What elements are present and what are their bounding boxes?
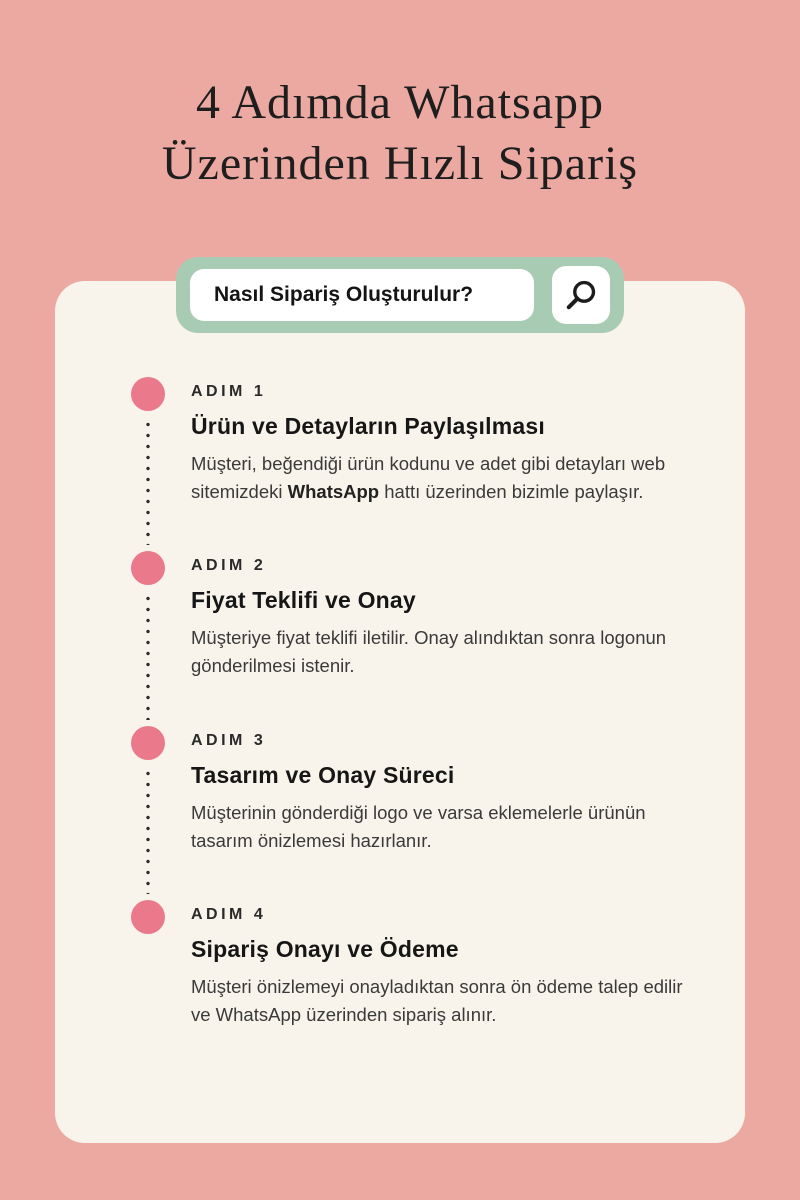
step-marker-dot <box>131 377 165 411</box>
step-label: ADIM 1 <box>191 382 267 400</box>
step-body <box>191 624 701 680</box>
step-body-text: Müşterinin gönderdiği logo ve varsa eklemelerle ürünün tasarım önizlemesi hazırlanır. <box>191 801 646 851</box>
steps-panel <box>55 281 745 1143</box>
step-item-1 <box>131 377 705 552</box>
timeline-column <box>131 726 165 901</box>
step-body <box>191 799 701 855</box>
page-title-line2: Üzerinden Hızlı Sipariş <box>161 137 639 191</box>
search-input[interactable] <box>190 269 534 321</box>
search-bar[interactable] <box>176 257 624 333</box>
step-body-text-after: hattı üzerinden bizimle paylaşır. <box>379 480 644 502</box>
page-title-line1: 4 Adımda Whatsapp <box>195 76 605 129</box>
magnifier-icon <box>564 278 598 312</box>
search-button[interactable] <box>552 266 610 324</box>
step-body-bold-text: WhatsApp <box>287 480 380 502</box>
search-query-text: Nasıl Sipariş Oluşturulur? <box>214 282 474 306</box>
step-label: ADIM 4 <box>191 906 267 924</box>
step-marker-dot <box>131 551 165 585</box>
step-label: ADIM 2 <box>191 557 267 575</box>
page-title <box>0 0 800 195</box>
timeline-column <box>131 551 165 726</box>
step-content <box>191 726 701 901</box>
step-marker-dot <box>131 726 165 760</box>
timeline-connector <box>146 419 150 546</box>
step-body <box>191 973 701 1029</box>
step-content <box>191 377 701 552</box>
timeline-column <box>131 900 165 1029</box>
step-body-text: Müşteri, beğendiği ürün kodunu ve adet gibi detayları web sitemizdeki <box>191 452 666 502</box>
step-heading: Ürün ve Detayların Paylaşılması <box>191 412 545 439</box>
step-body-text: Müşteriye fiyat teklifi iletilir. Onay alındıktan sonra logonun gönderilmesi istenir. <box>191 627 667 677</box>
step-item-4 <box>131 900 705 1029</box>
step-item-3 <box>131 726 705 901</box>
timeline-column <box>131 377 165 552</box>
timeline-connector <box>146 593 150 720</box>
timeline-connector <box>146 768 150 895</box>
step-heading: Sipariş Onayı ve Ödeme <box>191 936 459 963</box>
step-item-2 <box>131 551 705 726</box>
step-content <box>191 551 701 726</box>
step-heading: Tasarım ve Onay Süreci <box>191 761 455 788</box>
step-heading: Fiyat Teklifi ve Onay <box>191 587 416 614</box>
step-marker-dot <box>131 900 165 934</box>
step-label: ADIM 3 <box>191 731 267 749</box>
step-content <box>191 900 701 1029</box>
step-body-text: Müşteri önizlemeyi onayladıktan sonra ön ödeme talep edilir ve WhatsApp üzerinden sipariş alınır. <box>191 976 683 1026</box>
step-body <box>191 450 701 506</box>
